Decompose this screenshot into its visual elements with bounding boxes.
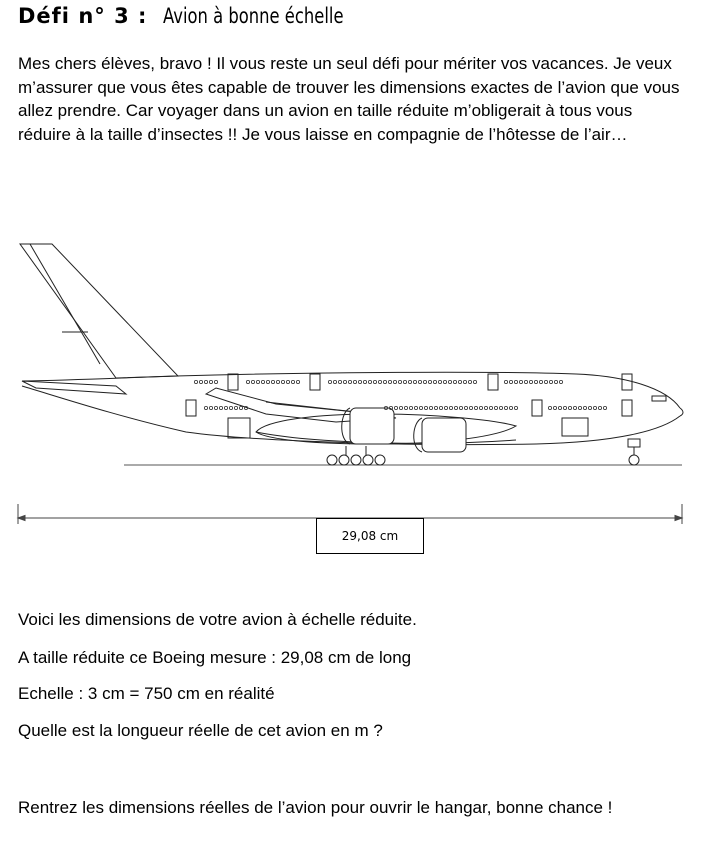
intro-paragraph: Mes chers élèves, bravo ! Il vous reste un seul défi pour mériter vos vacances. Je veux m’assurer que vous êtes capable de trouver les dimensions exactes de l’avion que vous allez prendre. Car voyager dans un avion en taille réduite m’obligerait à tous vous réduire à la taille d’insectes !! Je vous laisse en compagnie de l’hôtesse de l’air… [18, 54, 680, 144]
challenge-number: Défi n° 3 : [18, 4, 148, 28]
challenge-subtitle: Avion à bonne échelle [163, 4, 344, 28]
page-title [18, 4, 395, 38]
length-label-box: 29,08 cm [316, 518, 424, 554]
question-line-2: A taille réduite ce Boeing mesure : 29,08 cm de long [18, 648, 412, 667]
closing-paragraph: Rentrez les dimensions réelles de l’avion pour ouvrir le hangar, bonne chance ! [18, 798, 613, 817]
airplane-illustration [16, 236, 688, 470]
question-line-3: Echelle : 3 cm = 750 cm en réalité [18, 684, 275, 703]
question-line-4: Quelle est la longueur réelle de cet avion en m ? [18, 721, 383, 740]
question-line-1: Voici les dimensions de votre avion à échelle réduite. [18, 610, 417, 629]
